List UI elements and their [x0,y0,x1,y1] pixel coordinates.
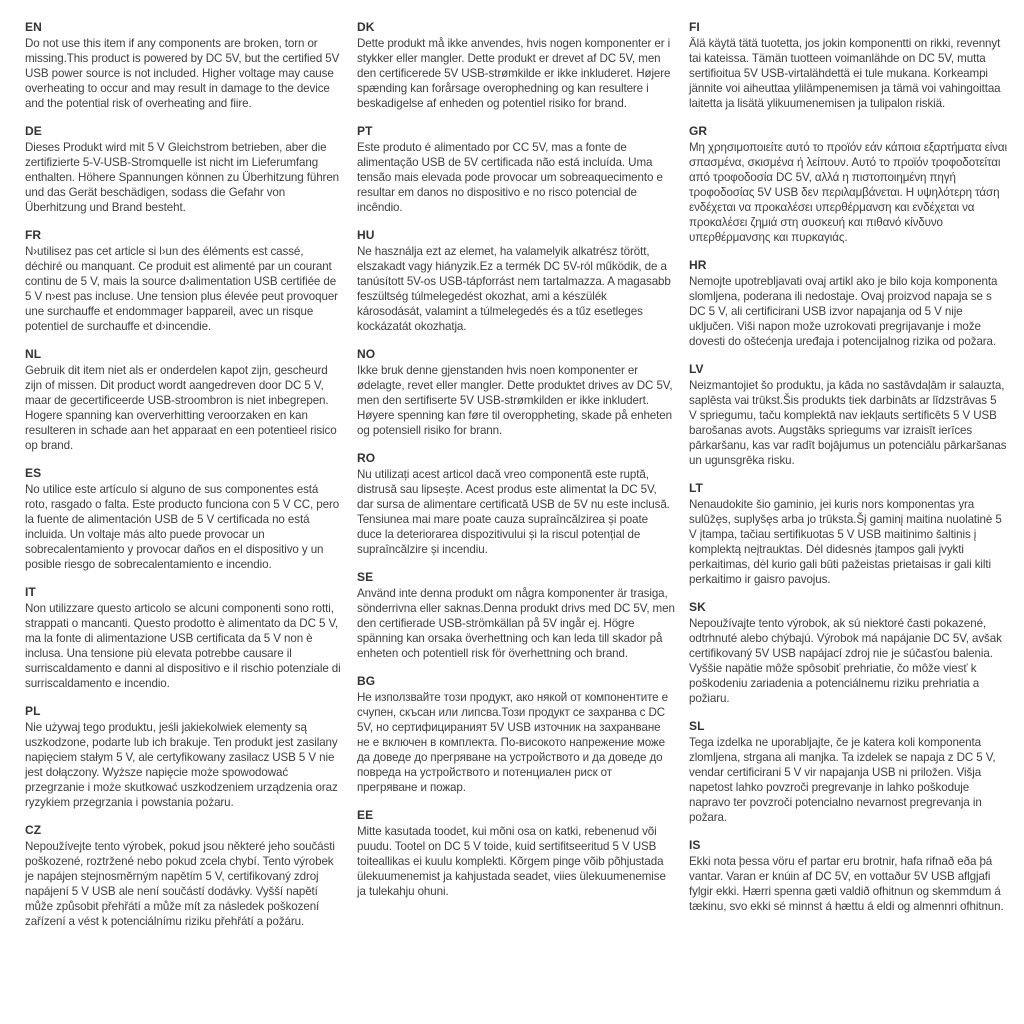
warning-text: Μη χρησιμοποιείτε αυτό το προϊόν εάν κάποια εξαρτήματα είναι σπασμένα, σκισμένα ή λείπουν. Αυτό το προϊόν τροφοδοτείται από τροφοδοσία DC 5V, αλλά η πιστοποιημένη πηγή τροφοδοσίας 5V USB δεν περιλαμβάνεται. Η υψηλότερη τάση ενδέχεται να προκαλέσει υπερθέρμανση και ενδέχεται να προκαλέσει ζημιά στη συσκευή και πιθανό κίνδυνο υπερθέρμανσης και πυρκαγιάς. [689,141,1007,244]
warning-text: Tega izdelka ne uporabljajte, če je katera koli komponenta zlomljena, strgana ali manjka. Ta izdelek se napaja z DC 5 V, vendar certificirani 5 V vir napajanja USB ni priložen. Višja napetost lahko povzroči pregrevanje in lahko poškoduje napravo ter povzroči potencialno nevarnost pregrevanja in požara. [689,736,996,824]
language-code-label: SL [689,719,705,733]
language-code-label: SE [357,570,374,584]
language-code-label: PL [25,704,41,718]
language-code-label: PT [357,124,373,138]
warning-text: Älä käytä tätä tuotetta, jos jokin komponentti on rikki, revennyt tai kateissa. Tämän tuotteen voimanlähde on DC 5V, mutta sertifioitua 5V USB-virtalähdettä ei tule mukana. Korkeampi jännite voi aiheuttaa ylilämpenemisen ja tämä voi vahingoittaa laitetta ja lisätä ylikuumenemisen ja tulipalon riskiä. [689,37,1001,110]
warning-text: Ikke bruk denne gjenstanden hvis noen komponenter er ødelagte, revet eller mangler. Dette produktet drives av DC 5V, men den sertifiserte 5V USB-strømkilden er ikke inkludert. Høyere spenning kan føre til overoppheting, skade på enheten og potensiell risiko for brann. [357,364,673,437]
language-section-no [357,347,675,438]
warning-text: Nenaudokite šio gaminio, jei kuris nors komponentas yra sulūžęs, suplyšęs arba jo trūksta.Šį gaminį maitina nuolatinė 5 V įtampa, tačiau sertifikuotas 5 V USB maitinimo šaltinis į komplektą neįtrauktas. Dėl didesnės įtampos gali įvykti perkaitimas, dėl kurio gali būti pažeistas prietaisas ir gali kilti perkaitimo ir gaisro pavojus. [689,498,1002,586]
warning-text: Mitte kasutada toodet, kui mõni osa on katki, rebenenud või puudu. Tootel on DC 5 V toide, kuid sertifitseeritud 5 V USB toiteallikas ei kuulu komplekti. Kõrgem pinge võib põhjustada ülekuumenemist ja kahjustada seadet, viies ülekuumenemise ja tulekahju ohuni. [357,825,666,898]
language-code-label: FR [25,228,42,242]
language-code-label: EN [25,20,42,34]
language-section-bg [357,674,675,795]
warning-text: Dieses Produkt wird mit 5 V Gleichstrom betrieben, aber die zertifizierte 5-V-USB-Stromquelle ist nicht im Lieferumfang enthalten. Höhere Spannungen können zu Überhitzung führen und das Gerät beschädigen, sodass die Gefahr von Überhitzung und Brand besteht. [25,141,340,214]
language-section-es [25,466,343,572]
warning-text: Не използвайте този продукт, ако някой от компонентите е счупен, скъсан или липсва.Този продукт се захранва с DC 5V, но сертифицираният 5V USB източник на захранване не е включен в комплекта. По-високото напрежение може да доведе до прегряване на устройството и да доведе до повреда на устройството и потенциален риск от прегряване и пожар. [357,691,669,794]
warning-text: Använd inte denna produkt om några komponenter är trasiga, sönderrivna eller saknas.Denna produkt drivs med DC 5V, men den certifierade USB-strömkällan på 5V ingår ej. Högre spänning kan orsaka överhettning och kan leda till skador på enheten och potentiell risk för överhettning och brand. [357,587,675,660]
language-code-label: SK [689,600,706,614]
language-code-label: DK [357,20,375,34]
language-section-lv [689,362,1007,468]
warning-text: Do not use this item if any components are broken, torn or missing.This product is powered by DC 5V, but the certified 5V USB power source is not included. Higher voltage may cause overheating to occur and may result in damage to the device and the potential risk of overheating and fiire. [25,37,340,110]
language-code-label: IT [25,585,36,599]
warning-text: Gebruik dit item niet als er onderdelen kapot zijn, gescheurd zijn of missen. Dit product wordt aangedreven door DC 5 V, maar de gecertificeerde USB-stroombron is niet inbegrepen. Hogere spanning kan oververhitting veroorzaken en kan resulteren in schade aan het apparaat en een potentieel risico op brand. [25,364,337,452]
language-code-label: BG [357,674,376,688]
language-code-label: NO [357,347,376,361]
language-column-3 [689,20,1007,1014]
language-section-fi [689,20,1007,111]
language-section-de [25,124,343,215]
language-section-nl [25,347,343,453]
language-section-lt [689,481,1007,587]
language-section-sk [689,600,1007,706]
language-section-cz [25,823,343,929]
warning-text: Nu utilizați acest articol dacă vreo componentă este ruptă, distrusă sau lipsește. Acest produs este alimentat la DC 5V, dar sursa de alimentare certificată USB de 5V nu este inclusă. Tensiunea mai mare poate cauza supraîncălzirea și poate duce la deteriorarea dispozitivului și la riscul potențial de supraîncălzire și incendiu. [357,468,670,556]
language-section-se [357,570,675,661]
language-section-it [25,585,343,691]
language-section-ro [357,451,675,557]
language-section-sl [689,719,1007,825]
warning-text: Nepoužívejte tento výrobek, pokud jsou některé jeho součásti poškozené, roztržené nebo pokud zcela chybí. Tento výrobek je napájen stejnosměrným napětím 5 V, certifikovaný zdroj napájení 5 V USB ale není součástí dodávky. Vyšší napětí může způsobit přehřátí a může mít za následek poškození zařízení a vést k potenciálnímu riziku přehřátí a požáru. [25,840,335,928]
warning-text: Nepoužívajte tento výrobok, ak sú niektoré časti pokazené, odtrhnuté alebo chýbajú. Výrobok má napájanie DC 5V, avšak certifikovaný 5V USB napájací zdroj nie je súčasťou balenia. Vyššie napätie môže spôsobiť prehriatie, čo môže viesť k poškodeniu zariadenia a potenciálnemu riziku prehriatia a požiaru. [689,617,1002,705]
language-code-label: DE [25,124,42,138]
warning-text: Non utilizzare questo articolo se alcuni componenti sono rotti, strappati o mancanti. Questo prodotto è alimentato da DC 5 V, ma la fonte di alimentazione USB certificata da 5 V non è inclusa. Una tensione più elevata potrebbe causare il surriscaldamento e danni al dispositivo e il rischio potenziale di surriscaldamento e incendio. [25,602,341,690]
language-code-label: HU [357,228,375,242]
warning-text: Nie używaj tego produktu, jeśli jakiekolwiek elementy są uszkodzone, podarte lub ich brakuje. Ten produkt jest zasilany napięciem stałym 5 V, ale certyfikowany zasilacz USB 5 V nie jest dołączony. Wyższe napięcie może spowodować przegrzanie i może skutkować uszkodzeniem urządzenia oraz ryzykiem przegrzania i powstania pożaru. [25,721,338,809]
language-code-label: EE [357,808,374,822]
warning-text: No utilice este artículo si alguno de sus componentes está roto, rasgado o falta. Este producto funciona con 5 V CC, pero la fuente de alimentación USB de 5 V certificada no está incluida. Un voltaje más alto puede provocar un sobrecalentamiento y provocar daños en el dispositivo y un posible riesgo de sobrecalentamiento e incendio. [25,483,340,571]
language-section-fr [25,228,343,334]
language-code-label: CZ [25,823,42,837]
warning-text: Nemojte upotrebljavati ovaj artikl ako je bilo koja komponenta slomljena, poderana ili nedostaje. Ovaj proizvod napaja se s DC 5 V, ali certificirani USB izvor napajanja od 5 V nije uključen. Viši napon može uzrokovati pregrijavanje i može dovesti do oštećenja uređaja i potencijalnog rizika od požara. [689,275,998,348]
language-code-label: LV [689,362,704,376]
language-code-label: ES [25,466,42,480]
language-section-is [689,838,1007,914]
language-section-ee [357,808,675,899]
language-code-label: GR [689,124,708,138]
language-section-pt [357,124,675,215]
language-section-hr [689,258,1007,349]
language-code-label: RO [357,451,376,465]
warning-text: Dette produkt må ikke anvendes, hvis nogen komponenter er i stykker eller mangler. Dette produkt er drevet af DC 5V, men den certificerede 5V USB-strømkilde er ikke inkluderet. Højere spænding kan forårsage overophedning og kan resultere i beskadigelse af enheden og potentiel risiko for brand. [357,37,671,110]
language-code-label: FI [689,20,700,34]
warning-text: Ekki nota þessa vöru ef partar eru brotnir, hafa rifnað eða þá vantar. Varan er knúin af DC 5V, en vottaður 5V USB aflgjafi fylgir ekki. Hærri spenna gæti valdið ofhitnun og skemmdum á tækinu, svo ekki sé minnst á hættu á eldi og almennri ofhitnun. [689,855,1004,913]
warning-text: Este produto é alimentado por CC 5V, mas a fonte de alimentação USB de 5V certificada não está incluída. Uma tensão mais elevada pode provocar um sobreaquecimento e resultar em danos no dispositivo e no risco potencial de incêndio. [357,141,663,214]
language-code-label: NL [25,347,42,361]
language-section-hu [357,228,675,334]
language-code-label: HR [689,258,707,272]
warning-text: Ne használja ezt az elemet, ha valamelyik alkatrész törött, elszakadt vagy hiányzik.Ez a termék DC 5V-ról működik, de a tanúsított 5V-os USB-tápforrást nem tartalmazza. A magasabb feszültség túlmelegedést okozhat, ami a készülék károsodását, valamint a túlmelegedés és a tűz esetleges kockázatát okozhatja. [357,245,671,333]
language-code-label: IS [689,838,701,852]
language-column-1 [25,20,343,1014]
warning-text: Neizmantojiet šo produktu, ja kāda no sastāvdaļām ir salauzta, saplēsta vai trūkst.Šis produkts tiek darbināts ar līdzstrāvas 5 V spriegumu, taču komplektā nav iekļauts sertificēts 5 V USB barošanas avots. Augstāks spriegums var izraisīt ierīces pārkaršanu, kas var radīt bojājumus un potenciālu pārkaršanas un ugunsgrēka risku. [689,379,1007,467]
language-section-dk [357,20,675,111]
language-column-2 [357,20,675,1014]
language-code-label: LT [689,481,703,495]
language-section-gr [689,124,1007,245]
language-section-pl [25,704,343,810]
warning-text: N›utilisez pas cet article si l›un des éléments est cassé, déchiré ou manquant. Ce produit est alimenté par un courant continu de 5 V, mais la source d›alimentation USB certifiée de 5 V n›est pas incluse. Une tension plus élevée peut provoquer une surchauffe et endommager l›appareil, avec un risque potentiel de surchauffe et d›incendie. [25,245,338,333]
language-section-en [25,20,343,111]
